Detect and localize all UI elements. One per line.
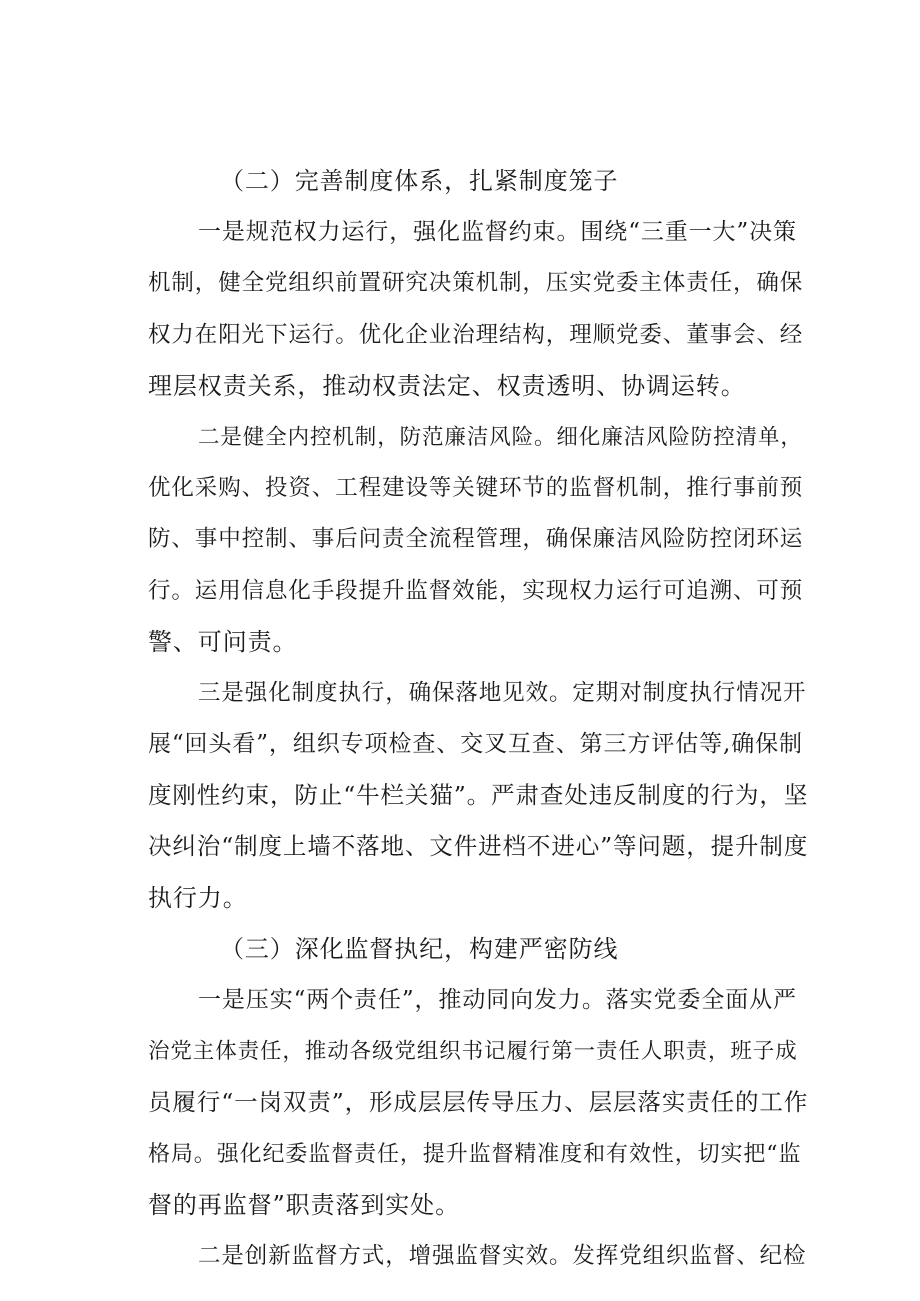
paragraph-line: 警、可问责。 [148,627,298,656]
paragraph-line: 二是健全内控机制，防范廉洁风险。细化廉洁风险防控清单， [198,424,803,450]
paragraph-line: 执行力。 [148,883,248,912]
paragraph-line: 展“回头看”，组织专项检查、交叉互查、第三方评估等,确保制 [148,731,803,758]
paragraph-line: 治党主体责任，推动各级党组织书记履行第一责任人职责，班子成 [148,1039,798,1065]
document-body [148,156,808,1282]
paragraph-line: 督的再监督”职责落到实处。 [148,1190,460,1219]
paragraph-line: 行。运用信息化手段提升监督效能，实现权力运行可追溯、可预 [148,577,804,604]
section-heading: （二）完善制度体系，扎紧制度笼子 [220,167,619,195]
paragraph-line: 员履行“一岗双责”，形成层层传导压力、层层落实责任的工作 [148,1088,809,1117]
paragraph-line: 权力在阳光下运行。优化企业治理结构，理顺党委、董事会、经 [148,321,804,348]
paragraph-line: 优化采购、投资、工程建设等关键环节的监督机制，推行事前预 [148,475,804,502]
paragraph-line: 一是压实“两个责任”，推动同向发力。落实党委全面从严 [198,987,797,1013]
paragraph-line: 格局。强化纪委监督责任，提升监督精准度和有效性，切实把“监 [148,1141,802,1167]
paragraph-line: 度刚性约束，防止“牛栏关猫”。严肃查处违反制度的行为，坚 [148,781,809,810]
paragraph-line: 理层权责关系，推动权责法定、权责透明、协调运转。 [148,371,746,400]
paragraph-line: 防、事中控制、事后问责全流程管理，确保廉洁风险防控闭环运 [148,526,804,553]
paragraph-line: 一是规范权力运行，强化监督约束。围绕“三重一大”决策 [198,219,797,246]
paragraph-line: 决纠治“制度上墙不落地、文件进档不进心”等问题，提升制度 [148,832,809,861]
paragraph-line: 三是强化制度执行，确保落地见效。定期对制度执行情况开 [198,679,807,706]
section-heading: （三）深化监督执纪，构建严密防线 [220,934,619,963]
paragraph-line: 二是创新监督方式，增强监督实效。发挥党组织监督、纪检 [198,1242,807,1269]
paragraph-line: 机制，健全党组织前置研究决策机制，压实党委主体责任，确保 [148,270,804,297]
